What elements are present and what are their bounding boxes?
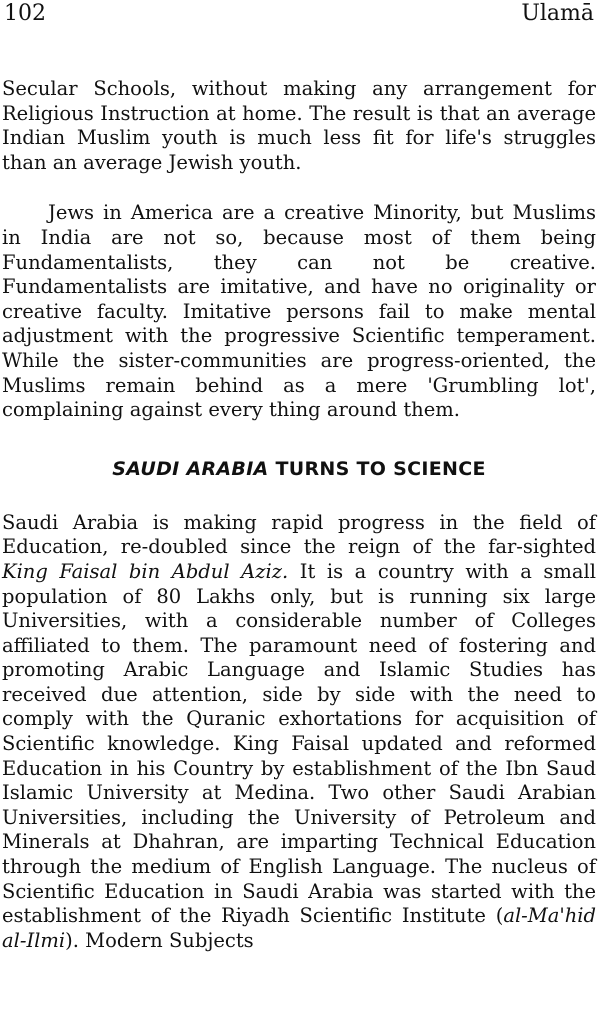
paragraph-saudi-arabia-part-c: It is a country with a small population of 80 Lakhs only, but is running six large Universities, with a considerable number of Colleges affiliated to them. The paramount need of fostering and promoting Arabic Language and Islamic Studies has received due attention, side by side with the need to comply with the Quranic exhortations for acquisition of Scientific knowledge. King Faisal updated and reformed Education in his Country by establishment of the Ibn Saud Islamic University at Medina. Two other Saudi Arabian Universities, including the University of Petroleum and Minerals at Dhahran, are imparting Technical Education through the medium of English Language. The nucleus of Scientific Education in Saudi Arabia was started with the establishment of the Riyadh Scientific Institute ( (2, 559, 597, 928)
paragraph-saudi-arabia-part-e: ). Modern Subjects (65, 928, 254, 952)
section-heading-italic: SAUDI ARABIA (112, 457, 269, 480)
paragraph-saudi-arabia (2, 511, 596, 954)
body-text (2, 77, 596, 953)
paragraph-saudi-arabia-part-a: Saudi Arabia is making rapid progress in the field of Education, re-doubled since the reign of the far-sighted (2, 510, 596, 559)
king-faisal-name: King Faisal bin Abdul Aziz. (2, 559, 289, 583)
paragraph-secular-schools: Secular Schools, without making any arrangement for Religious Instruction at home. The result is that an average Indian Muslim youth is much less fit for life's struggles than an average Jewish youth. (2, 77, 596, 174)
section-heading (2, 457, 596, 481)
running-title: Ulamā (521, 1, 594, 26)
running-head (4, 0, 594, 30)
page-number: 102 (4, 1, 46, 26)
section-heading-rest: TURNS TO SCIENCE (268, 457, 486, 480)
institute-arabic-name: al-Ma'hid al-Ilmi (2, 904, 596, 952)
paragraph-jews-in-america: Jews in America are a creative Minority, but Muslims in India are not so, because most of them being Fundamentalists, they can not be creative. Fundamentalists are imitative, and have no originality or creative faculty. Imitative persons fail to make mental adjustment with the progressive Scientific temperament. While the sister-communities are progress-oriented, the Muslims remain behind as a mere 'Grumbling lot', complaining against every thing around them. (2, 201, 596, 422)
